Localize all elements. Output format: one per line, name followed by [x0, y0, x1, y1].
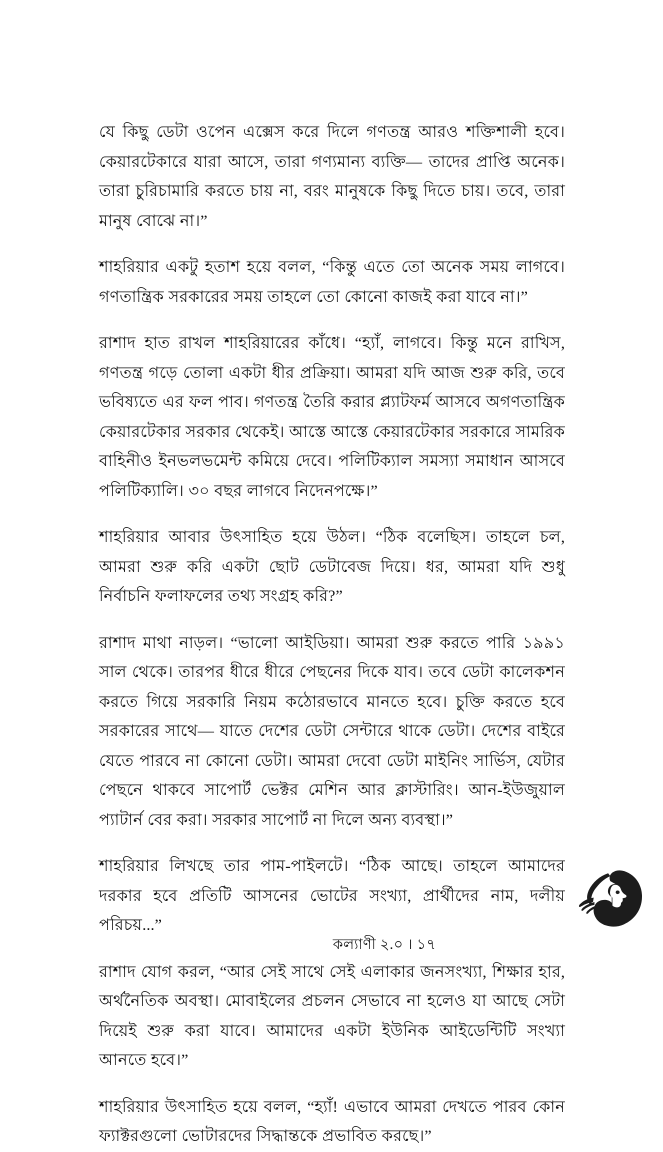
paragraph: শাহরিয়ার লিখছে তার পাম-পাইলটে। “ঠিক আছে। তাহলে আমাদের দরকার হবে প্রতিটি আসনের ভোটের সংখ্যা, প্রার্থীদের নাম, দলীয় পরিচয়...”: [99, 857, 565, 934]
woman-silhouette-ornament-icon: [573, 866, 649, 938]
folio-text: কল্যাণী ২.০ । ১৭: [332, 937, 437, 953]
paragraph: শাহরিয়ার একটু হতাশ হয়ে বলল, “কিন্তু এতে তো অনেক সময় লাগবে। গণতান্ত্রিক সরকারের সময় তাহলে তো কোনো কাজই করা যাবে না।”: [99, 258, 565, 306]
page-text-column: [99, 118, 565, 1152]
paragraph: শাহরিয়ার উৎসাহিত হয়ে বলল, “হ্যাঁ! এভাবে আমরা দেখতে পারব কোন ফ্যাক্টরগুলো ভোটারদের সিদ্ধান্তকে প্রভাবিত করছে।”: [99, 1097, 565, 1145]
page-footer: [0, 935, 663, 955]
paragraph: যে কিছু ডেটা ওপেন এক্সেস করে দিলে গণতন্ত্র আরও শক্তিশালী হবে। কেয়ারটেকারে যারা আসে, তারা গণ্যমান্য ব্যক্তি— তাদের প্রাপ্তি অনেক। তারা চুরিচামারি করতে চায় না, বরং মানুষকে কিছু দিতে চায়। তবে, তারা মানুষ বোঝে না।”: [99, 123, 565, 230]
paragraph: শাহরিয়ার আবার উৎসাহিত হয়ে উঠল। “ঠিক বলেছিস। তাহলে চল, আমরা শুরু করি একটা ছোট ডেটাবেজ দিয়ে। ধর, আমরা যদি শুধু নির্বাচনি ফলাফলের তথ্য সংগ্রহ করি?”: [99, 528, 565, 605]
paragraph: রাশাদ হাত রাখল শাহরিয়ারের কাঁধে। “হ্যাঁ, লাগবে। কিন্তু মনে রাখিস, গণতন্ত্র গড়ে তোলা একটা ধীর প্রক্রিয়া। আমরা যদি আজ শুরু করি, তবে ভবিষ্যতে এর ফল পাব। গণতন্ত্র তৈরি করার প্ল্যাটফর্ম আসবে অগণতান্ত্রিক কেয়ারটেকার সরকার থেকেই। আস্তে আস্তে কেয়ারটেকার সরকারে সামরিক বাহিনীও ইনভলভমেন্ট কমিয়ে দেবে। পলিটিক্যাল সমস্যা সমাধান আসবে পলিটিক্যালি। ৩০ বছর লাগবে নিদেনপক্ষে।”: [99, 334, 565, 500]
paragraph: রাশাদ মাথা নাড়ল। “ভালো আইডিয়া। আমরা শুরু করতে পারি ১৯৯১ সাল থেকে। তারপর ধীরে ধীরে পেছনের দিকে যাব। তবে ডেটা কালেকশন করতে গিয়ে সরকারি নিয়ম কঠোরভাবে মানতে হবে। চুক্তি করতে হবে সরকারের সাথে— যাতে দেশের ডেটা সেন্টারে থাকে ডেটা। দেশের বাইরে যেতে পারবে না কোনো ডেটা। আমরা দেবো ডেটা মাইনিং সার্ভিস, যেটার পেছনে থাকবে সাপোর্ট ভেক্টর মেশিন আর ক্লাস্টারিং। আন-ইউজুয়াল প্যাটার্ন বের করা। সরকার সাপোর্ট না দিলে অন্য ব্যবস্থা।”: [99, 633, 565, 829]
paragraph: রাশাদ যোগ করল, “আর সেই সাথে সেই এলাকার জনসংখ্যা, শিক্ষার হার, অর্থনৈতিক অবস্থা। মোবাইলের প্রচলন সেভাবে না হলেও যা আছে সেটা দিয়েই শুরু করা যাবে। আমাদের একটা ইউনিক আইডেন্টিটি সংখ্যা আনতে হবে।”: [99, 962, 565, 1069]
